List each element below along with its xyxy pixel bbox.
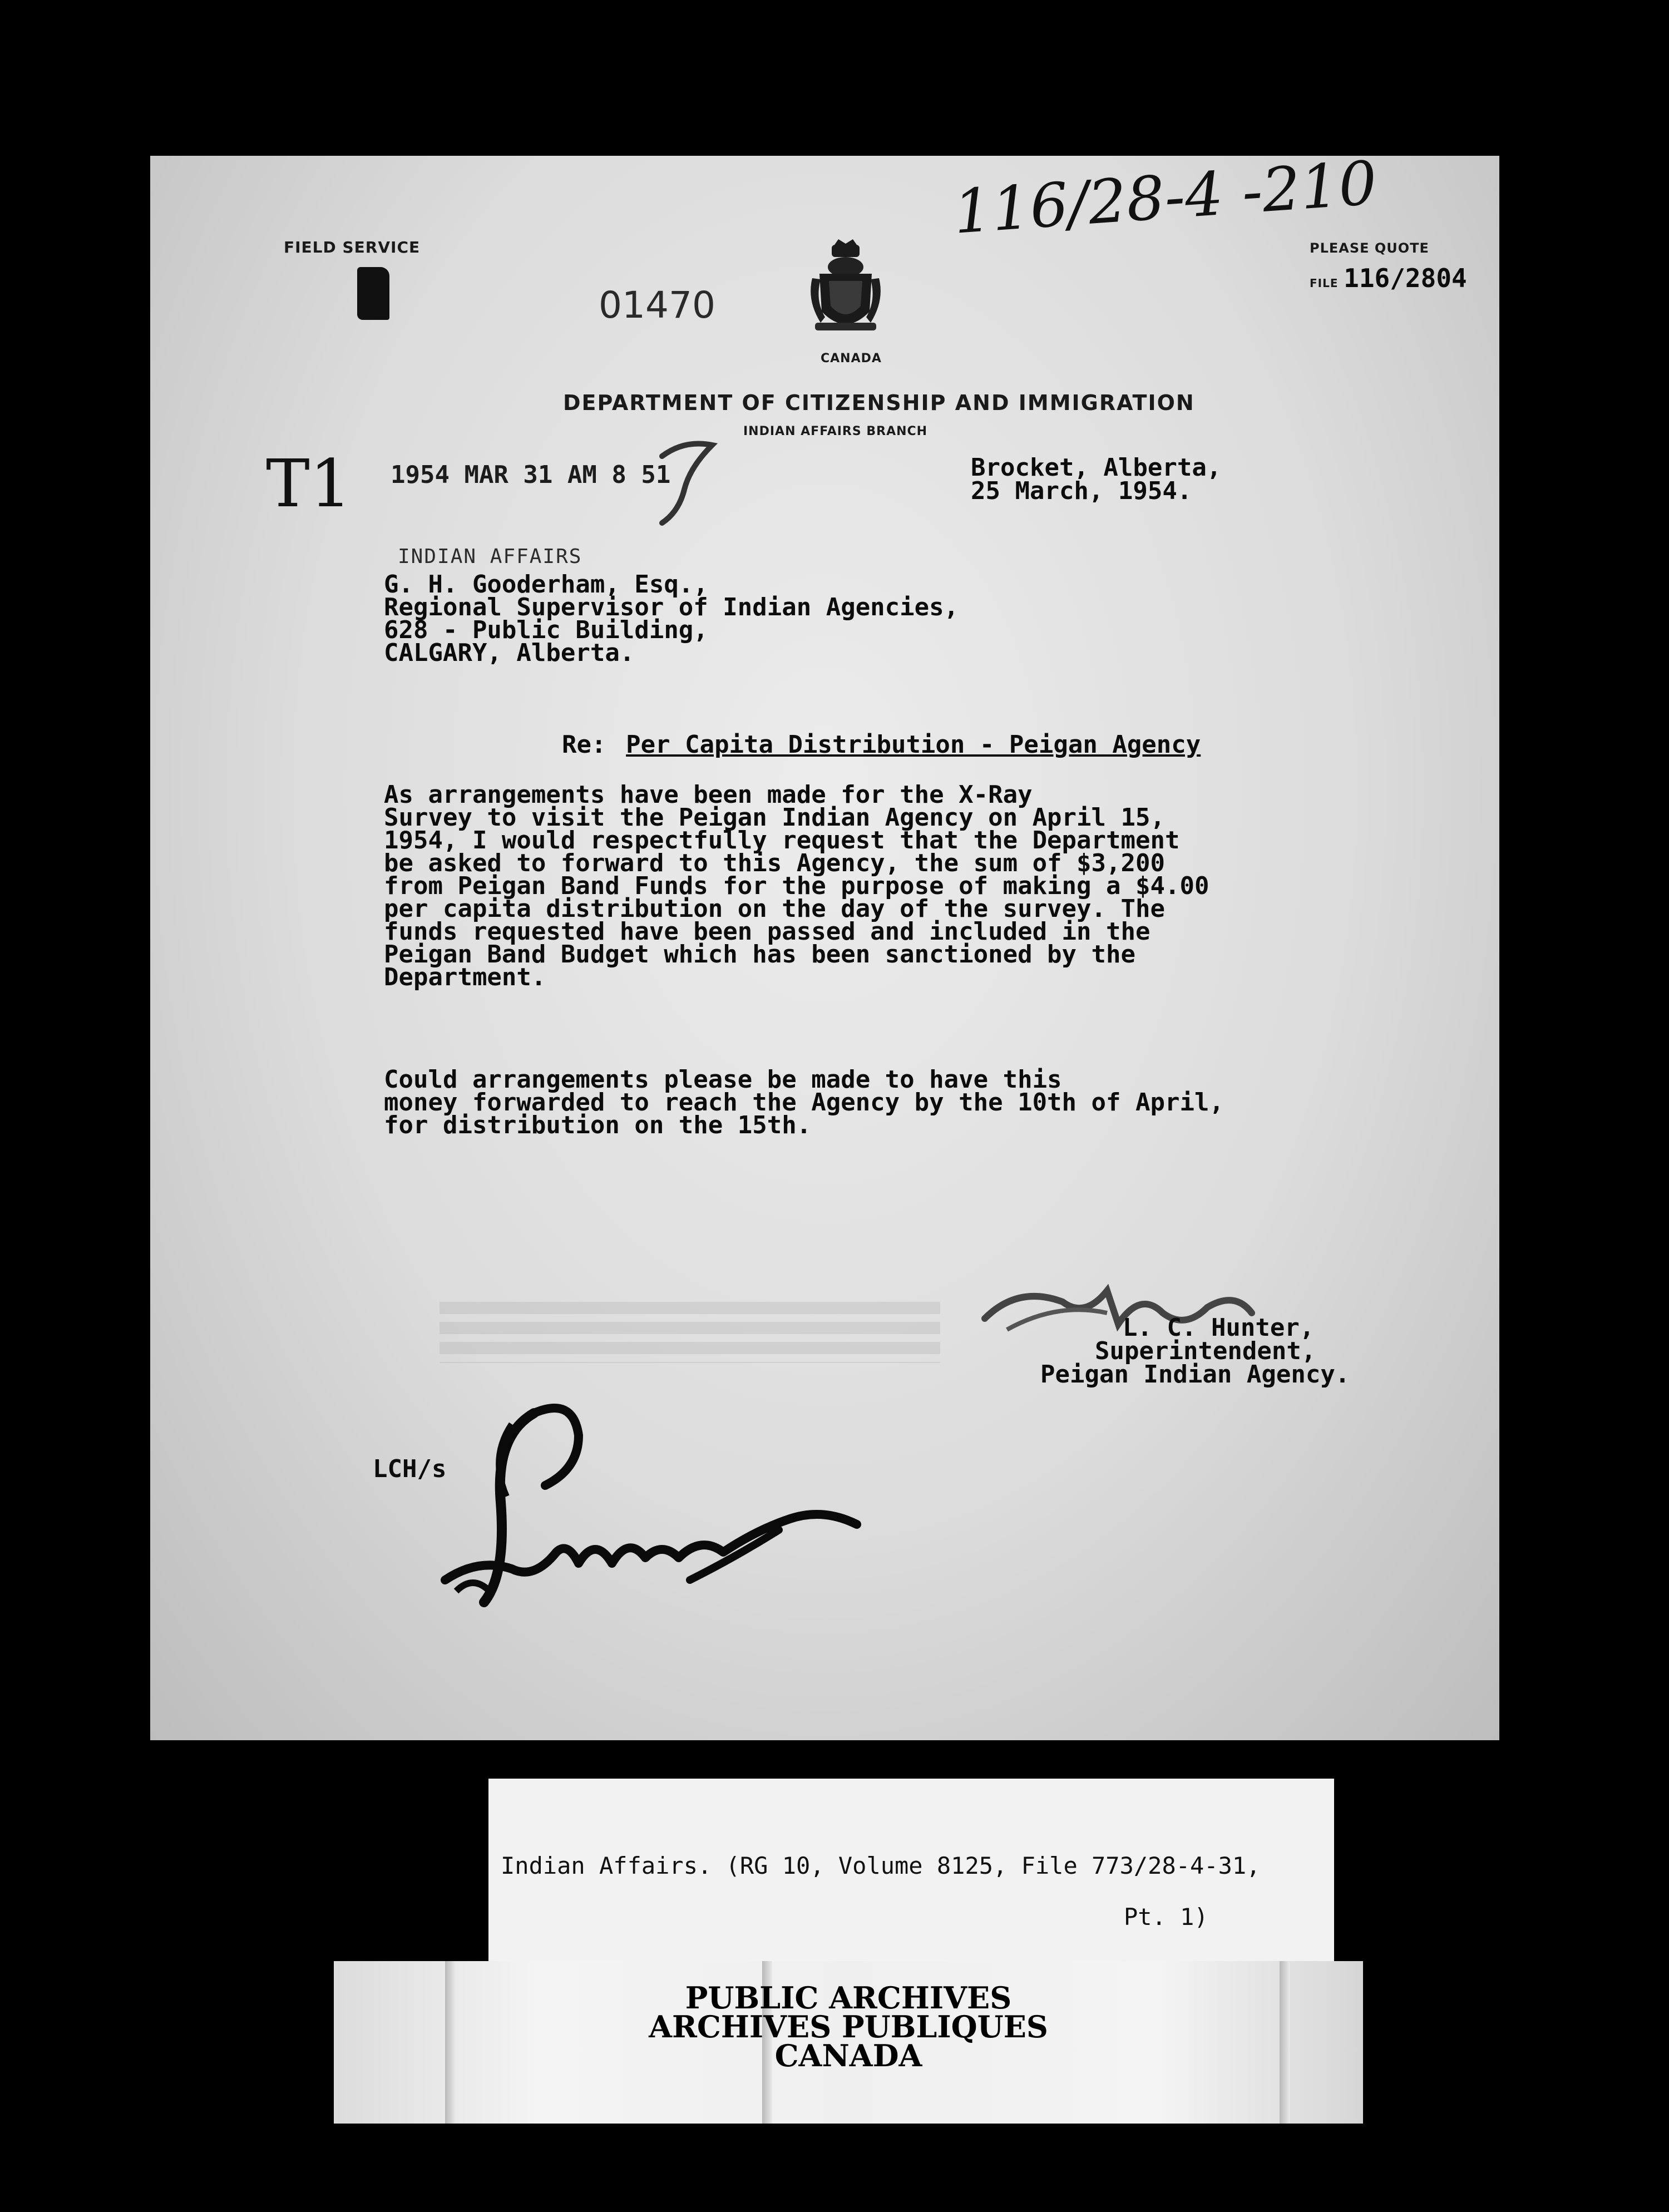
subject-text: Per Capita Distribution - Peigan Agency — [626, 730, 1201, 759]
archive-citation-card — [488, 1779, 1334, 1963]
ink-signature — [401, 1391, 901, 1636]
archive-stamp-line-3: CANADA — [774, 2038, 922, 2073]
letter-place: Brocket, Alberta, — [971, 453, 1222, 482]
file-label: FILE — [1310, 276, 1339, 290]
handwritten-check-mark — [651, 434, 729, 529]
body-paragraph-1: As arrangements have been made for the X-Ray Survey to visit the Peigan Indian Agency on April 15, 1954, I would respectfully request that the Department be asked to forward to this Agency, the sum of $3,200 from Peigan Band Funds for the purpose of making a $4.00 per capita distribution on the day of the survey. The funds requested have been passed and included in the Peigan Band Budget which has been sanctioned by the Department. — [384, 781, 1209, 991]
branch-heading: INDIAN AFFAIRS BRANCH — [743, 424, 928, 438]
body-paragraph-2: Could arrangements please be made to have this money forwarded to reach the Agency by the 10th of April, for distribution on the 15th. — [384, 1065, 1224, 1139]
registry-stamp-number: 01470 — [599, 284, 715, 327]
blacked-out-mark — [357, 267, 389, 320]
department-heading: DEPARTMENT OF CITIZENSHIP AND IMMIGRATION — [563, 391, 1195, 415]
file-number: 116/2804 — [1344, 263, 1467, 293]
please-quote-label: PLEASE QUOTE — [1310, 240, 1429, 256]
subject-line — [562, 730, 1201, 759]
typist-initials: LCH/s — [373, 1455, 447, 1483]
archive-stamp-line-2: ARCHIVES PUBLIQUES — [649, 2009, 1048, 2045]
file-number-line — [1310, 263, 1467, 293]
addressee-block — [384, 570, 959, 667]
handwritten-margin-mark: T1 — [266, 445, 352, 522]
citation-line-1: Indian Affairs. (RG 10, Volume 8125, File 773/28-4-31, — [501, 1852, 1261, 1879]
signer-title: Superintendent, — [1095, 1337, 1316, 1365]
faded-typing-strip — [440, 1302, 940, 1363]
addressee-line: CALGARY, Alberta. — [384, 639, 635, 667]
signer-name: L. C. Hunter, — [1123, 1314, 1315, 1342]
addressee-line: Regional Supervisor of Indian Agencies, — [384, 593, 959, 621]
archive-stamp-band — [334, 1961, 1363, 2124]
signer-office: Peigan Indian Agency. — [1040, 1360, 1350, 1389]
handwritten-file-reference: 116/28-4 -210 — [951, 148, 1379, 248]
letter-date: 25 March, 1954. — [971, 477, 1192, 505]
addressee-line: 628 - Public Building, — [384, 616, 708, 644]
office-stamp: INDIAN AFFAIRS — [398, 545, 582, 568]
letter-page — [150, 148, 1499, 1740]
crest-caption: CANADA — [821, 352, 882, 366]
subject-label: Re: — [562, 730, 606, 759]
archive-stamp-line-1: PUBLIC ARCHIVES — [685, 1980, 1012, 2016]
addressee-line: G. H. Gooderham, Esq., — [384, 570, 708, 599]
canada-crest-icon — [804, 239, 887, 348]
received-date-stamp: 1954 MAR 31 AM 8 51 — [391, 461, 671, 489]
field-service-label: FIELD SERVICE — [284, 238, 421, 256]
citation-line-2: Pt. 1) — [1124, 1903, 1208, 1930]
